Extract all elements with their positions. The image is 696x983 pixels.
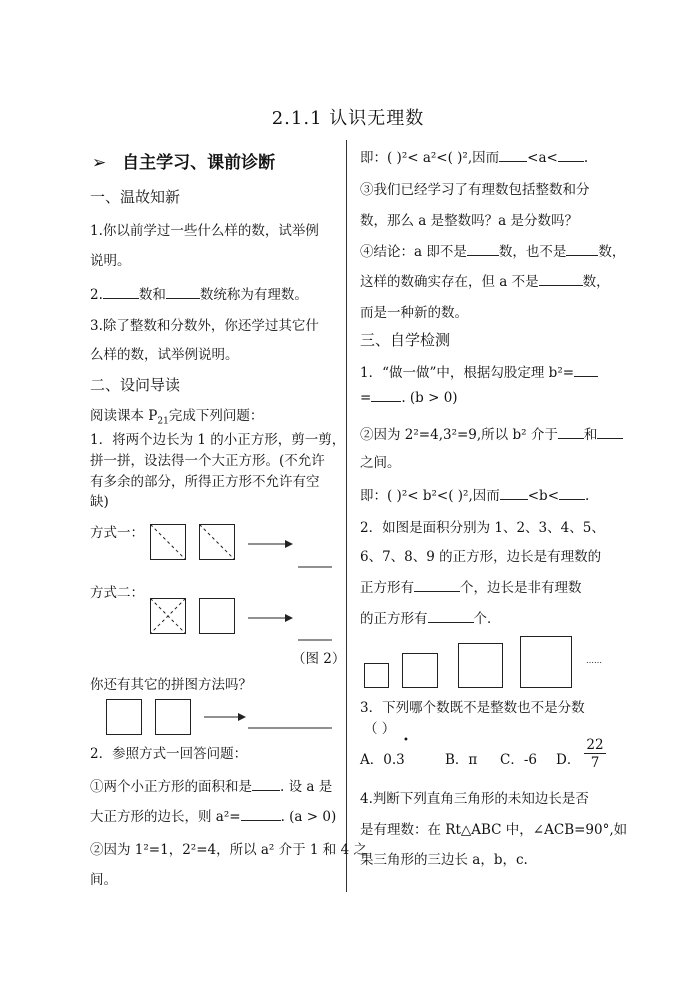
problem-2-2-line1: ②因为 1²=1，2²=4，所以 a² 介于 1 和 4 之 bbox=[90, 842, 367, 858]
small-square bbox=[156, 700, 191, 735]
small-square bbox=[200, 599, 235, 634]
question-1-line1: 1.你以前学过一些什么样的数，试举例 bbox=[90, 223, 319, 239]
answer-blank[interactable] bbox=[559, 499, 585, 500]
square-area-3 bbox=[458, 643, 503, 688]
problem-2-1-line1: ①两个小正方形的面积和是 . 设 a 是 bbox=[90, 779, 333, 795]
answer-blank[interactable] bbox=[103, 298, 139, 299]
question-3-line1: 3.除了整数和分数外，你还学过其它什 bbox=[90, 318, 319, 334]
question-3-line2: 么样的数，试举例说明。 bbox=[90, 347, 239, 363]
page-title: 2.1.1 认识无理数 bbox=[271, 108, 425, 129]
test-4-line1: 4.判断下列直角三角形的未知边长是否 bbox=[360, 791, 589, 807]
point-3-line2: 数，那么 a 是整数吗？a 是分数吗？ bbox=[360, 213, 578, 229]
ellipsis: …… bbox=[586, 656, 602, 665]
conclusion-line3: 而是一种新的数。 bbox=[360, 305, 468, 321]
answer-blank[interactable] bbox=[566, 255, 598, 256]
inequality-b: 即：( )²< b²<( )²,因而 <b< . bbox=[360, 488, 590, 504]
method-2-figure bbox=[148, 596, 338, 642]
fraction-numerator: 22 bbox=[584, 737, 606, 754]
answer-blank[interactable] bbox=[166, 298, 200, 299]
diagonal-cut bbox=[200, 525, 235, 560]
answer-blank[interactable] bbox=[499, 161, 527, 162]
square-area-2 bbox=[402, 653, 438, 688]
test-1-2-line2: 之间。 bbox=[360, 455, 401, 471]
section-review: 一、温故知新 bbox=[90, 188, 181, 206]
option-d[interactable]: D． bbox=[556, 752, 581, 768]
method-1-label: 方式一： bbox=[90, 525, 144, 541]
method-1-figure bbox=[148, 522, 338, 570]
answer-blank[interactable] bbox=[539, 285, 583, 286]
option-c[interactable]: C．-6 bbox=[500, 752, 537, 768]
answer-blank[interactable] bbox=[414, 591, 460, 592]
conclusion-line1: ④结论：a 即不是 数，也不是 数， bbox=[360, 244, 626, 260]
repeating-dot: • bbox=[403, 735, 409, 746]
main-heading bbox=[92, 148, 275, 173]
test-3-answer-bracket[interactable]: （ ） bbox=[364, 721, 396, 737]
problem-1-line3: 有多余的部分，所得正方形不允许有空 bbox=[90, 474, 320, 490]
answer-blank[interactable] bbox=[574, 376, 598, 377]
test-1-line2: = . (b > 0) bbox=[360, 390, 458, 406]
q2-mid: 数和 bbox=[138, 287, 166, 303]
test-2-line3: 正方形有 个，边长是非有理数 bbox=[360, 580, 582, 596]
method-2-label: 方式二： bbox=[90, 585, 144, 601]
section-self-check: 三、自学检测 bbox=[360, 331, 451, 349]
arrow-head-icon bbox=[285, 540, 293, 548]
problem-2: 2．参照方式一回答问题： bbox=[90, 746, 248, 762]
answer-blank[interactable] bbox=[467, 255, 499, 256]
test-1-2-line1: ②因为 2²=4,3²=9,所以 b² 介于 和 bbox=[360, 423, 623, 443]
arrow-bullet-icon: ➢ bbox=[92, 153, 107, 173]
problem-1-line1: 1．将两个边长为 1 的小正方形，剪一剪， bbox=[90, 432, 346, 448]
answer-blank[interactable] bbox=[558, 161, 584, 162]
q2-suffix: 数统称为有理数。 bbox=[199, 287, 308, 303]
problem-2-1-line2: 大正方形的边长，则 a²= . (a > 0) bbox=[90, 809, 337, 825]
fraction-denominator: 7 bbox=[590, 755, 600, 771]
main-heading-text: 自主学习、课前诊断 bbox=[122, 153, 276, 173]
inequality-a: 即：( )²< a²<( )²,因而 <a< . bbox=[360, 150, 589, 166]
answer-blank[interactable] bbox=[500, 499, 528, 500]
method-3-figure bbox=[104, 697, 336, 737]
test-2-line1: 2．如图是面积分别为 1、2、3、4、5、 bbox=[360, 520, 605, 536]
option-b[interactable]: B．π bbox=[445, 752, 478, 768]
small-square bbox=[107, 700, 142, 735]
square-area-4 bbox=[520, 636, 572, 688]
problem-1-line4: 缺) bbox=[90, 494, 109, 510]
test-3-line1: 3．下列哪个数既不是整数也不是分数 bbox=[360, 700, 585, 716]
square-area-1 bbox=[364, 663, 389, 688]
answer-blank[interactable] bbox=[428, 622, 474, 623]
section-guided-reading: 二、设问导读 bbox=[90, 376, 181, 394]
test-2-line2: 6、7、8、9 的正方形，边长是有理数的 bbox=[360, 549, 602, 565]
diagonal-cut bbox=[151, 525, 186, 560]
answer-blank[interactable] bbox=[241, 820, 281, 821]
answer-blank[interactable] bbox=[252, 790, 280, 791]
problem-2-2-line2: 间。 bbox=[90, 872, 117, 888]
test-2-line4: 的正方形有 个． bbox=[360, 611, 501, 627]
problem-1-line2: 拼一拼，设法得一个大正方形。(不允许 bbox=[90, 453, 325, 469]
question-2 bbox=[90, 283, 308, 303]
point-3-line1: ③我们已经学习了有理数包括整数和分 bbox=[360, 182, 590, 198]
test-1-line1: 1．“做一做”中，根据勾股定理 b²= bbox=[360, 361, 598, 381]
figure-caption: （图 2） bbox=[292, 651, 346, 667]
arrow-head-icon bbox=[238, 713, 246, 721]
column-divider bbox=[346, 140, 347, 892]
test-4-line2: 是有理数：在 Rt△ABC 中，∠ACB=90°,如 bbox=[360, 822, 628, 838]
q2-prefix: 2. bbox=[90, 287, 103, 303]
question-1-line2: 说明。 bbox=[90, 253, 131, 269]
reading-instruction: 阅读课本 $P_{21}$完成下列问题： bbox=[90, 408, 264, 427]
answer-blank[interactable] bbox=[597, 438, 623, 439]
test-4-line3: 果三角形的三边长 a，b，c. bbox=[360, 852, 528, 868]
arrow-head-icon bbox=[285, 614, 293, 622]
answer-blank[interactable] bbox=[558, 438, 584, 439]
answer-blank[interactable] bbox=[371, 401, 401, 402]
conclusion-line2: 这样的数确实存在，但 a 不是 数， bbox=[360, 274, 610, 290]
fraction bbox=[584, 737, 606, 772]
option-a[interactable]: A．0.3 bbox=[360, 752, 405, 768]
other-method-question: 你还有其它的拼图方法吗？ bbox=[90, 677, 252, 693]
